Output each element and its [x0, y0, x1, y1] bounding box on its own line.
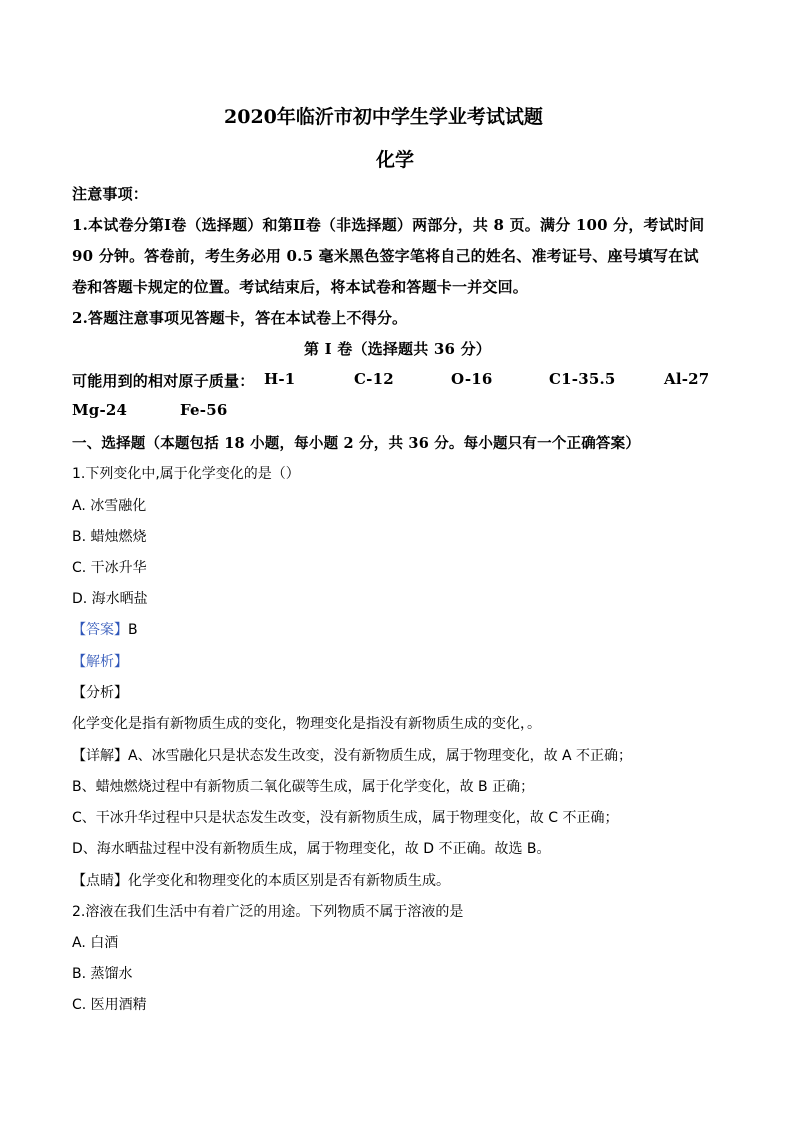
atomic-mass-cl: C1-35.5 [549, 370, 616, 388]
atomic-mass-c: C-12 [354, 370, 394, 388]
q1-stem: 1.下列变化中,属于化学变化的是（） [72, 466, 300, 482]
notice-heading: 注意事项： [72, 185, 149, 203]
detail-line-d: D、海水晒盐过程中没有新物质生成，属于物理变化，故 D 不正确。故选 B。 [72, 841, 551, 857]
tip-line [72, 870, 450, 890]
q2-option-c: C. 医用酒精 [72, 997, 147, 1013]
subject-title: 化学 [376, 149, 415, 171]
atomic-mass-o: O-16 [451, 370, 493, 388]
analysis-label: 【解析】 [72, 654, 128, 670]
q1-answer-line [72, 619, 138, 639]
atomic-mass-label: 可能用到的相对原子质量： [72, 372, 255, 390]
atomic-mass-fe: Fe-56 [180, 401, 228, 419]
q2-option-a: A. 白酒 [72, 935, 119, 951]
fenxi-text: 化学变化是指有新物质生成的变化，物理变化是指没有新物质生成的变化，。 [72, 716, 541, 732]
q2-stem: 2.溶液在我们生活中有着广泛的用途。下列物质不属于溶液的是 [72, 904, 464, 920]
atomic-mass-mg: Mg-24 [72, 401, 128, 419]
tip-label: 【点睛】 [72, 873, 128, 889]
q1-option-b: B. 蜡烛燃烧 [72, 529, 147, 545]
detail-line-b: B、蜡烛燃烧过程中有新物质二氧化碳等生成，属于化学变化，故 B 正确； [72, 779, 535, 795]
detail-a-text: A、冰雪融化只是状态发生改变，没有新物质生成，属于物理变化，故 A 不正确； [128, 748, 633, 764]
detail-line-a [72, 745, 632, 765]
atomic-mass-h: H-1 [264, 370, 296, 388]
answer-label: 【答案】 [72, 622, 128, 638]
part1-heading: 一、选择题（本题包括 18 小题，每小题 2 分，共 36 分。每小题只有一个正确答案） [72, 435, 641, 452]
tip-text: 化学变化和物理变化的本质区别是否有新物质生成。 [128, 873, 450, 889]
answer-value: B [128, 622, 138, 638]
q1-option-d: D. 海水晒盐 [72, 591, 148, 607]
atomic-mass-al: Al-27 [664, 370, 710, 388]
q2-option-b: B. 蒸馏水 [72, 966, 133, 982]
detail-line-c: C、干冰升华过程中只是状态发生改变，没有新物质生成，属于物理变化，故 C 不正确； [72, 810, 619, 826]
section1-title: 第 I 卷（选择题共 36 分） [304, 340, 491, 358]
notice-item1-line1: 1.本试卷分第Ⅰ卷（选择题）和第Ⅱ卷（非选择题）两部分，共 8 页。满分 100 分，考试时间 [72, 216, 705, 234]
q1-option-a: A. 冰雪融化 [72, 498, 147, 514]
notice-item1-line2: 90 分钟。答卷前，考生务必用 0.5 毫米黑色签字笔将自己的姓名、准考证号、座号填写在试 [72, 247, 699, 265]
detail-label: 【详解】 [72, 748, 128, 764]
notice-item1-line3: 卷和答题卡规定的位置。考试结束后，将本试卷和答题卡一并交回。 [72, 278, 529, 296]
fenxi-label: 【分析】 [72, 685, 128, 701]
notice-item2: 2.答题注意事项见答题卡，答在本试卷上不得分。 [72, 309, 408, 327]
exam-title: 2020年临沂市初中学生学业考试试题 [224, 106, 543, 128]
q1-option-c: C. 干冰升华 [72, 560, 147, 576]
